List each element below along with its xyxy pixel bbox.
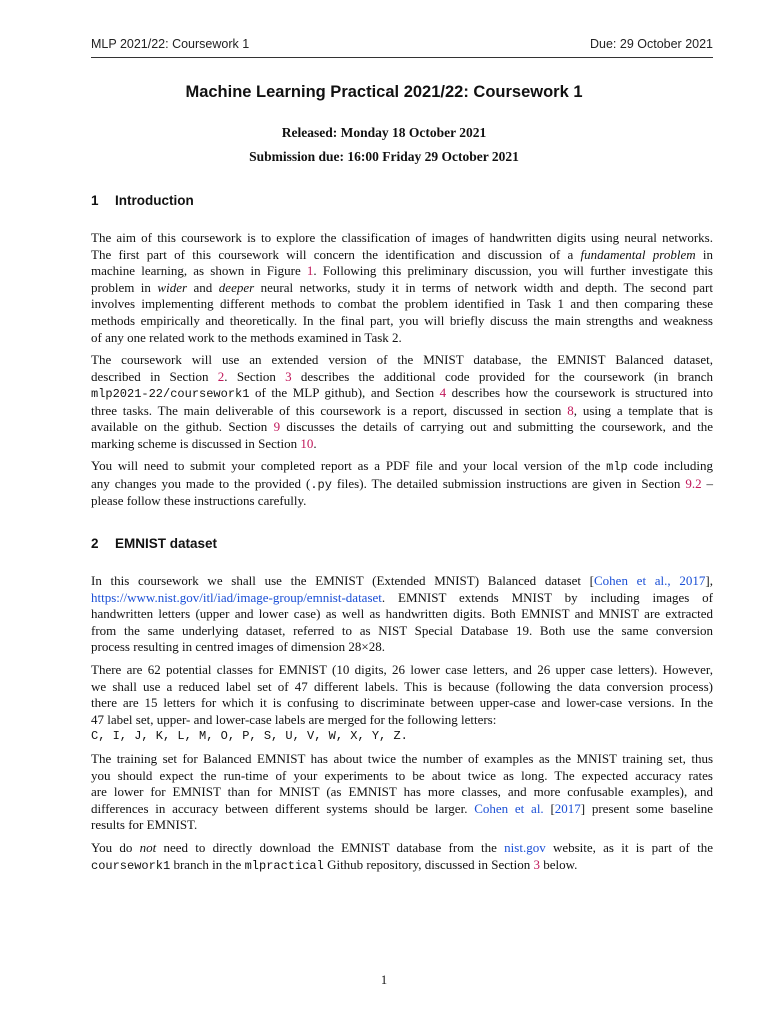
emnist-paragraph-4: You do not need to directly download the EMNIST database from the nist.gov website, as it is part of the coursework1 branch in the mlpractical Github repository, discussed in Section 3 below. <box>91 840 714 873</box>
running-header-right: Due: 29 October 2021 <box>590 37 713 51</box>
emnist-paragraph-1: In this coursework we shall use the EMNIST (Extended MNIST) Balanced dataset [Cohen et al., 2017], https://www.nist.gov/itl/iad/image-group/emnist-dataset. EMNIST extends MNIST by including images of handwritten letters (upper and lower case) as well as handwritten digits. Both EMNIST and MNIST are extracted from the same underlying dataset, referred to as NIST Special Database 19. Both use the same conversion process resulting in centred images of dimension 28×28. <box>91 573 713 655</box>
section-heading-emnist <box>91 536 217 551</box>
intro-paragraph-3: You will need to submit your completed report as a PDF file and your local version of the mlp code including any changes you made to the provided (.py files). The detailed submission instructions are given in Section 9.2 – please follow these instructions carefully. <box>91 458 714 509</box>
header-rule <box>91 57 713 58</box>
running-header-left: MLP 2021/22: Coursework 1 <box>91 37 250 51</box>
emnist-paragraph-3: The training set for Balanced EMNIST has about twice the number of examples as the MNIST training set, thus you should expect the run-time of your experiments to be about twice as long. The expected accuracy rates are lower for EMNIST than for MNIST (as EMNIST has more classes, and more confusable examples), and differences in accuracy between different systems should be larger. Cohen et al. [2017] present some baseline results for EMNIST. <box>91 751 713 833</box>
citation-cohen-2017[interactable]: Cohen et al., 2017 <box>594 573 706 588</box>
section-3-link-2[interactable]: 3 <box>533 856 540 872</box>
section-title: EMNIST dataset <box>115 536 218 551</box>
section-3-link[interactable]: 3 <box>285 368 292 384</box>
section-8-link[interactable]: 8 <box>567 402 574 418</box>
page-number: 1 <box>380 973 388 987</box>
document-title: Machine Learning Practical 2021/22: Coursework 1 <box>185 83 583 101</box>
section-2-link[interactable]: 2 <box>217 368 225 384</box>
intro-paragraph-1: The aim of this coursework is to explore the classification of images of handwritten digits using neural networks. The first part of this coursework will concern the identification and discussion of a fundamental problem in machine learning, as shown in Figure 1. Following this preliminary discussion, you will further investigate this problem in wider and deeper neural networks, study it in terms of network width and depth. The second part involves implementing different methods to combat the problem identified in Task 1 and then comparing these methods empirically and theoretically. In the final part, you will briefly discuss the main strengths and weakness of any one related work to the methods examined in Task 2. <box>91 230 714 345</box>
section-4-link[interactable]: 4 <box>439 385 447 401</box>
emnist-dataset-url[interactable]: https://www.nist.gov/itl/iad/image-group/emnist-dataset <box>91 589 382 605</box>
nist-gov-link[interactable]: nist.gov <box>504 840 546 855</box>
citation-year-2017[interactable]: 2017 <box>554 800 581 816</box>
figure-1-link[interactable]: 1 <box>306 263 314 279</box>
section-number: 2 <box>91 536 99 551</box>
section-number: 1 <box>91 193 99 208</box>
emnist-paragraph-2: There are 62 potential classes for EMNIST (10 digits, 26 lower case letters, and 26 upper case letters). However, we shall use a reduced label set of 47 different labels. This is because (following the data conversion process) there are 15 letters for which it is confusing to discriminate between upper-case and lower-case versions. In the 47 label set, upper- and lower-case labels are merged for the following letters: C, I, J, K, L, M, O, P, S, U, V, W, X, Y, Z. <box>91 662 713 744</box>
section-9-link[interactable]: 9 <box>273 419 281 435</box>
release-date: Released: Monday 18 October 2021 <box>281 125 487 140</box>
merged-letters-list: C, I, J, K, L, M, O, P, S, U, V, W, X, Y, Z. <box>91 729 408 744</box>
section-9-2-link[interactable]: 9.2 <box>685 475 702 491</box>
intro-paragraph-2: The coursework will use an extended version of the MNIST database, the EMNIST Balanced dataset, described in Section 2. Section 3 describes the additional code provided for the coursework (in branch mlp2021-22/coursework1 of the MLP github), and Section 4 describes how the coursework is structured into three tasks. The main deliverable of this coursework is a report, discussed in section 8, using a template that is available on the github. Section 9 discusses the details of carrying out and submitting the coursework, and the marking scheme is discussed in Section 10. <box>91 352 713 451</box>
submission-due: Submission due: 16:00 Friday 29 October 2021 <box>249 149 519 164</box>
section-title: Introduction <box>115 193 194 208</box>
section-heading-introduction <box>91 193 194 208</box>
section-10-link[interactable]: 10 <box>300 435 314 451</box>
citation-cohen-et-al[interactable]: Cohen et al. <box>474 800 544 816</box>
